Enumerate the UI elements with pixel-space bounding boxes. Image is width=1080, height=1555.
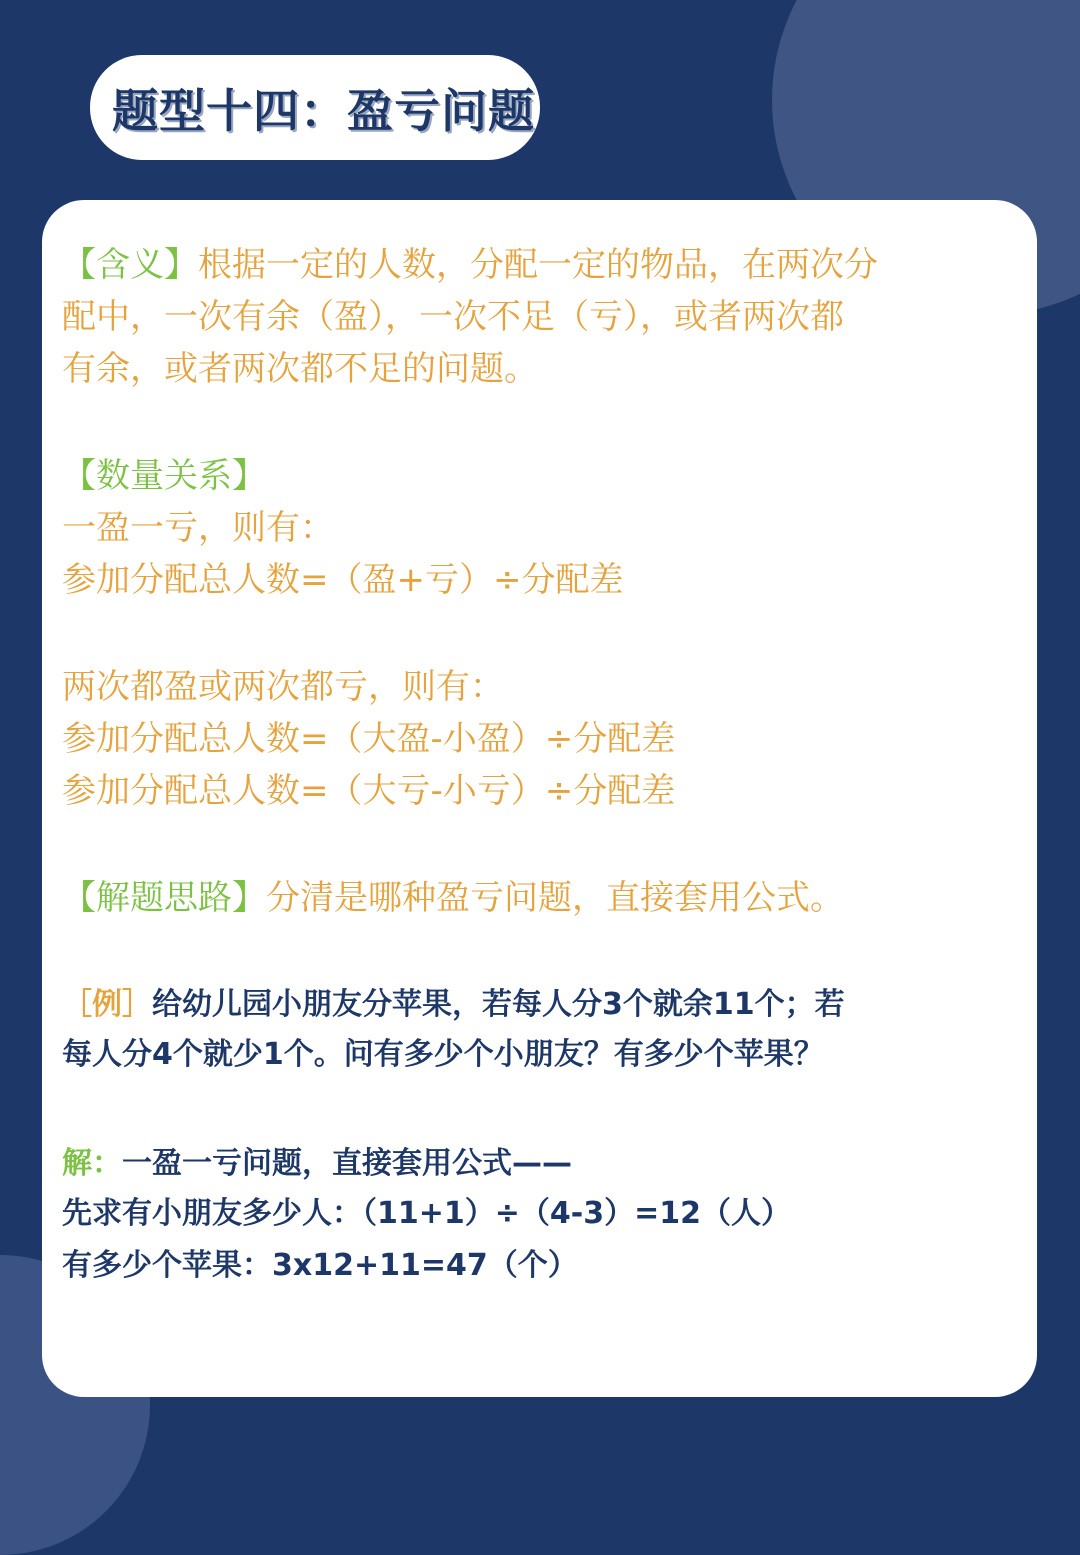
relation-case2-formula-1: 参加分配总人数=（大盈-小盈）÷分配差	[62, 719, 676, 759]
solution-line-3: 有多少个苹果：3x12+11=47（个）	[62, 1248, 578, 1283]
solution-line-2: 先求有小朋友多少人：（11+1）÷（4-3）=12（人）	[62, 1196, 791, 1231]
example-text-1: 给幼儿园小朋友分苹果，若每人分3个就余11个；若	[152, 987, 845, 1022]
relation-tag: 【数量关系】	[62, 456, 266, 496]
meaning-tag: 【含义】	[62, 245, 198, 285]
meaning-line-3: 有余，或者两次都不足的问题。	[62, 349, 538, 389]
title-badge	[90, 55, 540, 160]
example-tag: ［例］	[62, 987, 152, 1022]
page-title: 题型十四：盈亏问题	[112, 83, 535, 138]
relation-case2-formula-2: 参加分配总人数=（大亏-小亏）÷分配差	[62, 771, 676, 811]
meaning-line-2: 配中，一次有余（盈），一次不足（亏），或者两次都	[62, 297, 844, 337]
relation-case1-formula: 参加分配总人数=（盈+亏）÷分配差	[62, 560, 624, 600]
example-line-2: 每人分4个就少1个。问有多少个小朋友？有多少个苹果？	[62, 1037, 824, 1072]
solution-line-1	[62, 1142, 572, 1184]
relation-case2-title: 两次都盈或两次都亏，则有：	[62, 667, 504, 707]
example-line-1	[62, 983, 845, 1025]
approach-tag: 【解题思路】	[62, 878, 266, 918]
solution-text-1: 一盈一亏问题，直接套用公式——	[122, 1146, 572, 1181]
content-card	[42, 200, 1037, 1397]
solution-tag: 解：	[62, 1146, 122, 1181]
meaning-line-1	[62, 245, 878, 285]
approach-line	[62, 878, 844, 918]
meaning-text-1: 根据一定的人数，分配一定的物品，在两次分	[198, 245, 878, 285]
approach-text: 分清是哪种盈亏问题，直接套用公式。	[266, 878, 844, 918]
relation-case1-title: 一盈一亏，则有：	[62, 508, 334, 548]
